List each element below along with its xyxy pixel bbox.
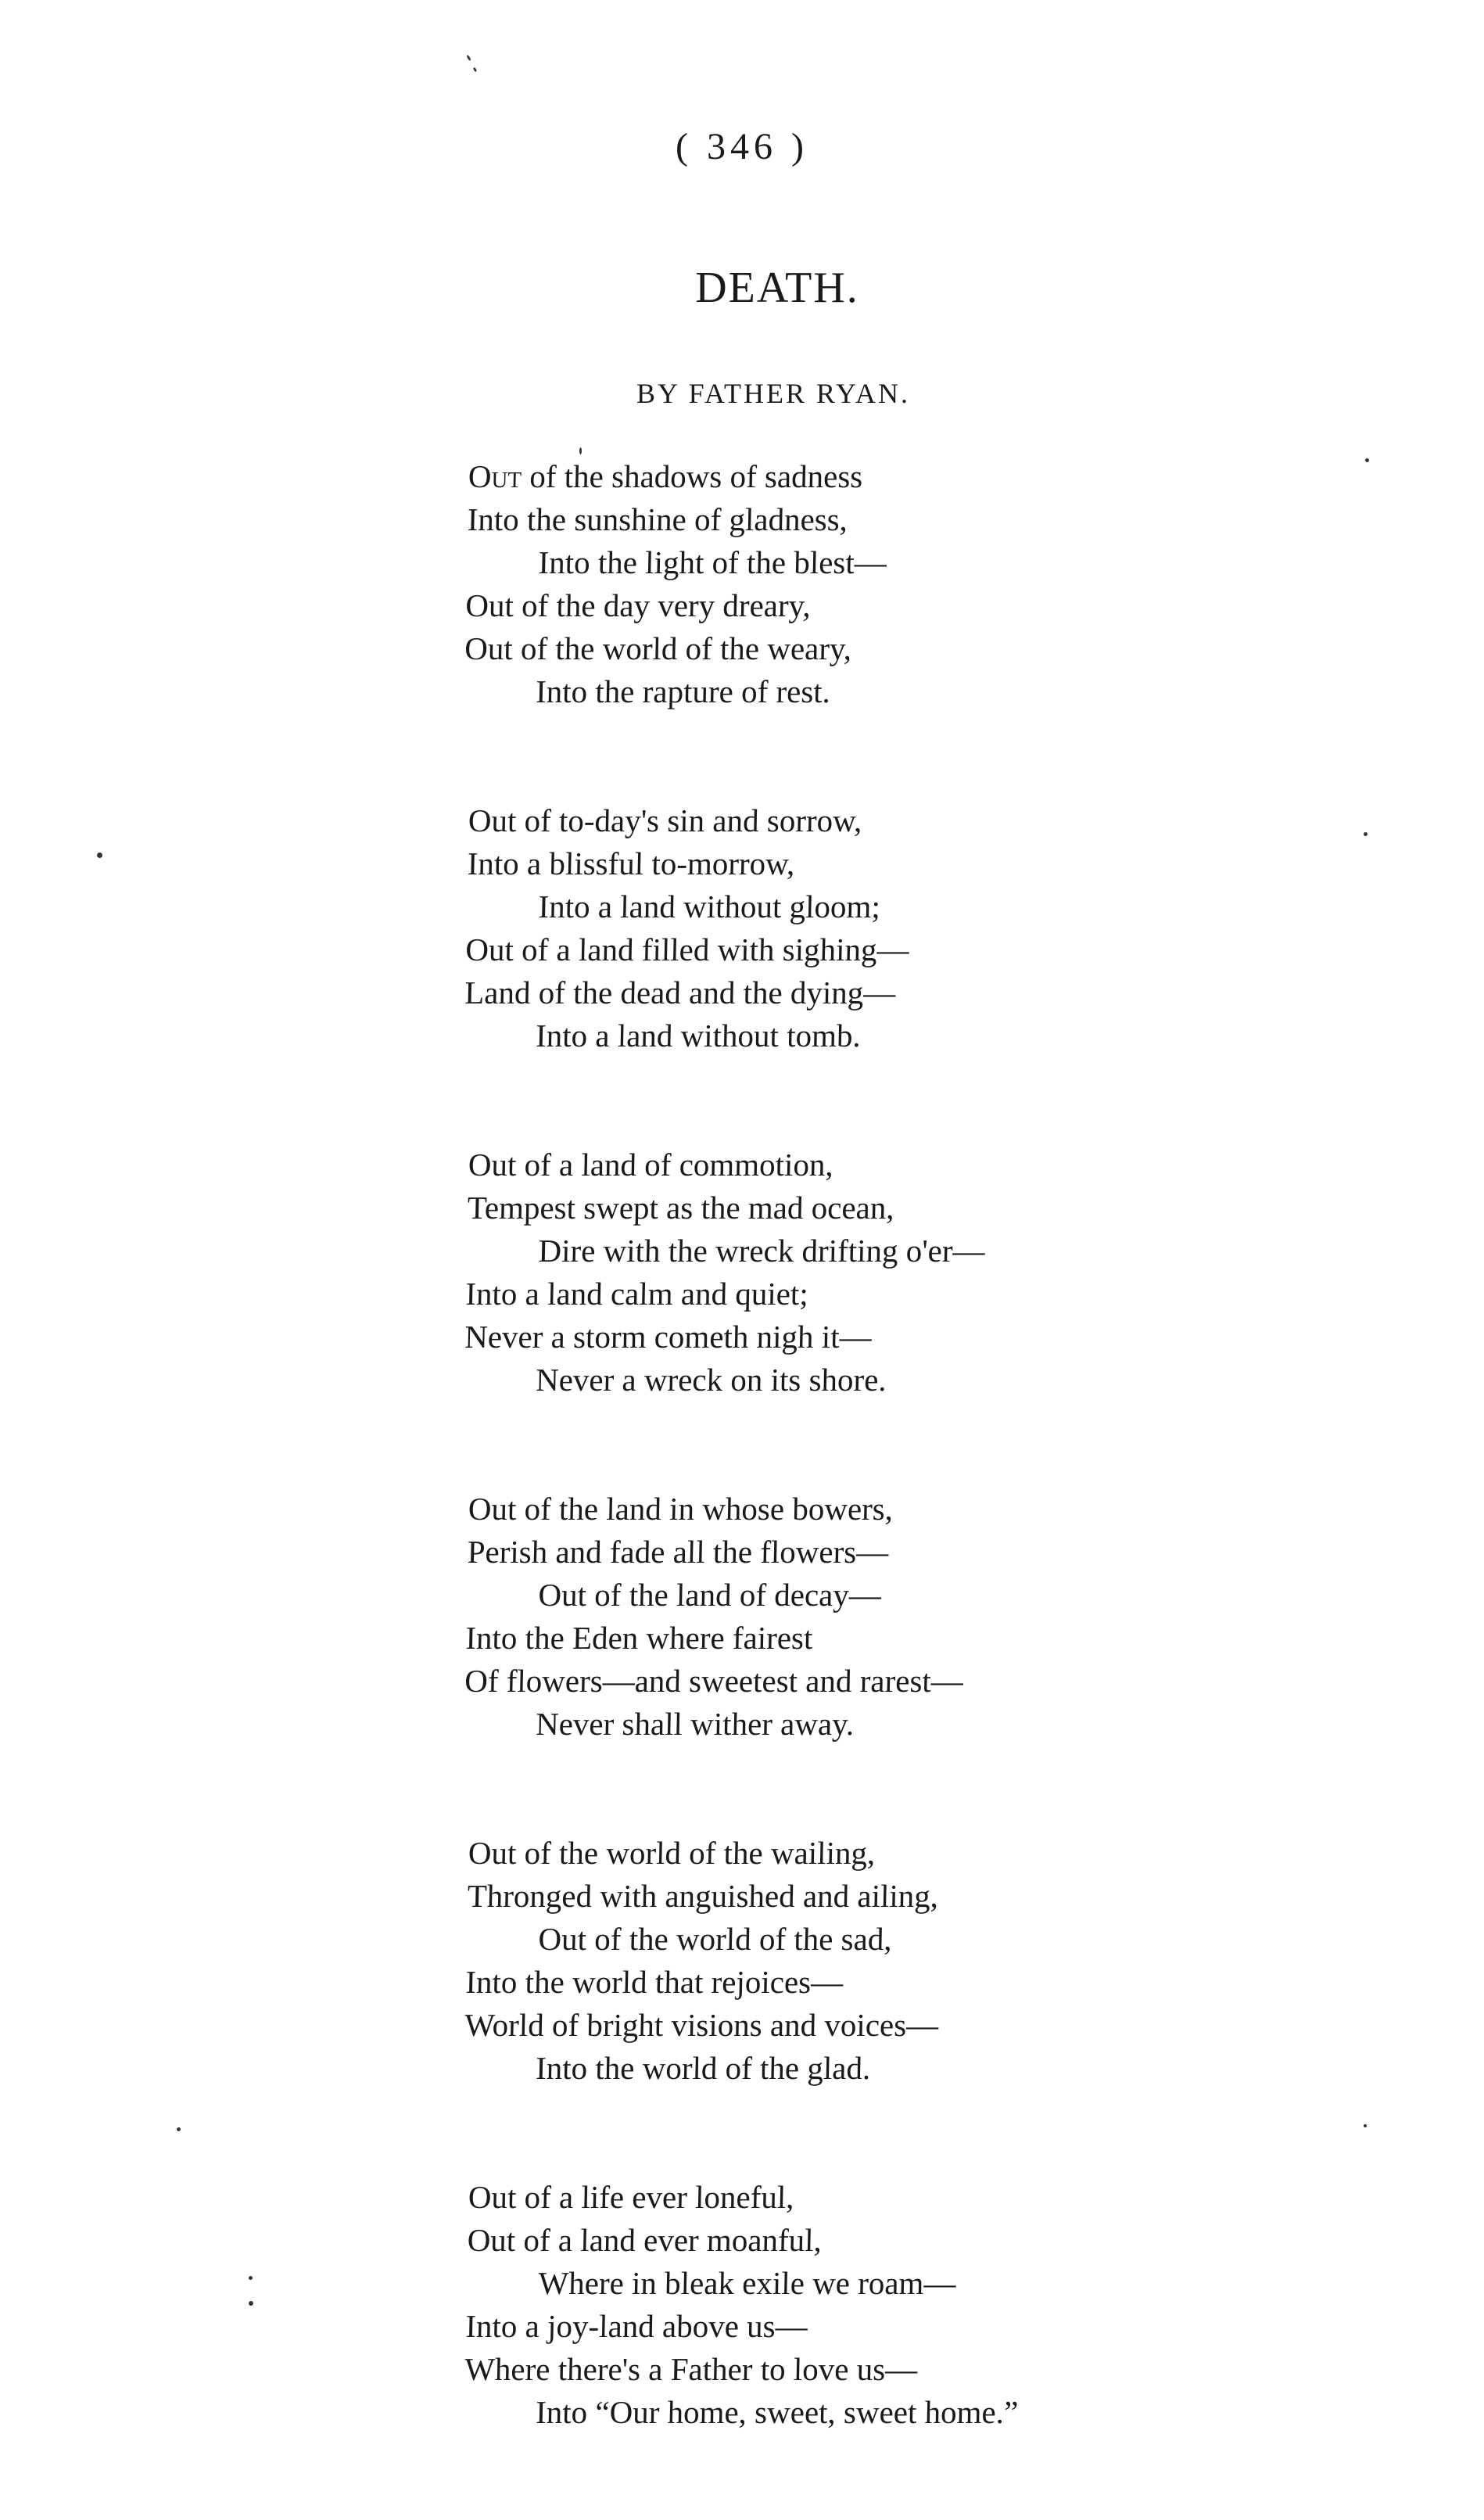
poem-line: Out of the world of the sad, [538,1921,893,1957]
poem-line: Out of to-day's sin and sorrow, [468,802,862,838]
stanza-6 [464,2176,1368,2434]
poem-line: Out of a land filled with sighing— [464,932,910,967]
poem-line: Out of the world of the wailing, [468,1835,876,1871]
poem-line: Tempest swept as the mad ocean, [467,1190,895,1226]
poem-line: Out of the shadows of sadness [468,458,863,494]
poem-line: Out of a land ever moanful, [467,2222,823,2258]
page-number: ( 346 ) [676,126,808,167]
poem-line: Into the sunshine of gladness, [467,501,848,537]
poem-line: Perish and fade all the flowers— [467,1534,889,1570]
poem-line: Into a land without gloom; [538,888,881,924]
poem-line: Never shall wither away. [535,1706,855,1742]
poem-line: Land of the dead and the dying— [464,975,896,1011]
poem-line: Into the world of the glad. [535,2050,871,2086]
poem-line: Never a wreck on its shore. [535,1362,887,1398]
poem-line: Out of the world of the weary, [464,630,852,666]
poem-line: Into a land calm and quiet; [464,1276,809,1312]
poem-line: Out of the day very dreary, [464,587,812,623]
stanza-4 [464,1488,1368,1746]
scan-speck [473,67,478,73]
poem-line: Out of the land of decay— [538,1577,882,1613]
stanza-3 [464,1143,1368,1402]
poem-line: Into the world that rejoices— [464,1964,844,2000]
scan-speck [249,2301,253,2306]
scan-speck [177,2127,181,2131]
stanza-2 [464,799,1368,1057]
scan-speck [1365,458,1369,462]
scan-speck [97,853,102,858]
poem-line: Out of a life ever loneful, [468,2179,795,2215]
poem-line: Never a storm cometh nigh it— [464,1319,873,1355]
poem-line: Out of a land of commotion, [468,1147,834,1183]
scan-speck [466,55,471,61]
poem-line: Where in bleak exile we roam— [538,2265,956,2301]
poem-body [466,455,1365,2520]
poem-title: DEATH. [695,264,859,312]
poem-line: Into the Eden where fairest [464,1620,813,1656]
scan-speck [1364,2124,1367,2127]
poem-line: Into “Our home, sweet, sweet home.” [535,2394,1019,2430]
poem-line: Of flowers—and sweetest and rarest— [464,1663,964,1699]
poem-line: Thronged with anguished and ailing, [467,1878,939,1914]
poem-line: Dire with the wreck drifting o'er— [538,1233,986,1269]
poem-line: Into a land without tomb. [535,1018,862,1054]
poem-line: Where there's a Father to love us— [464,2351,918,2387]
stanza-5 [464,1832,1368,2090]
scan-speck [1364,832,1368,836]
poem-line: World of bright visions and voices— [464,2007,939,2043]
scan-speck [579,447,582,454]
stanza-1 [464,455,1368,713]
poem-line: Into the light of the blest— [538,544,887,580]
poem-line: Into the rapture of rest. [535,673,831,709]
poem-line: Out of the land in whose bowers, [468,1491,894,1527]
poem-line: Into a joy-land above us— [464,2308,808,2344]
scan-speck [249,2276,253,2280]
poem-byline: BY FATHER RYAN. [636,378,911,409]
poem-line: Into a blissful to-morrow, [467,845,795,881]
